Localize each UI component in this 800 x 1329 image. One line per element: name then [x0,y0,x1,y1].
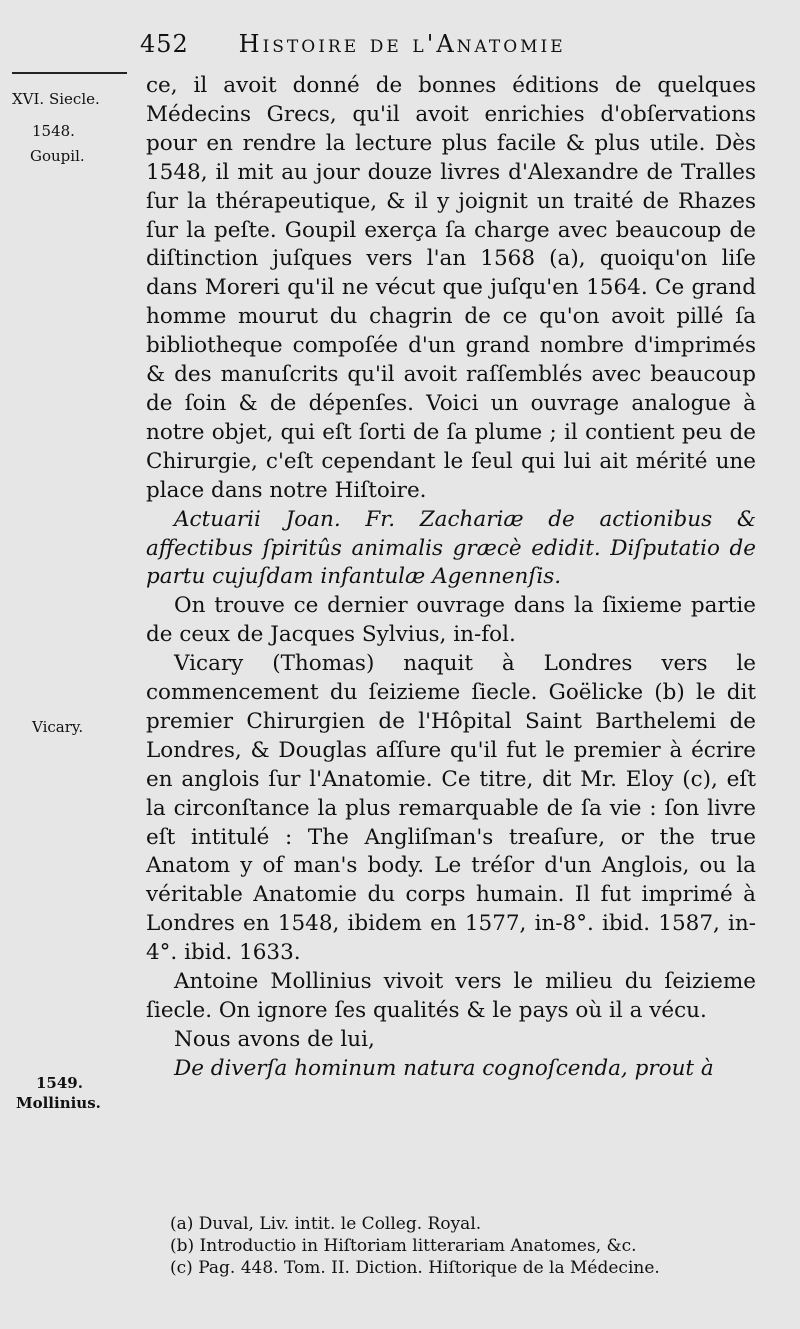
footnote-a: (a) Duval, Liv. intit. le Colleg. Royal. [170,1214,482,1234]
footnotes [170,1213,770,1279]
footnote-b: (b) Introductio in Hiſtoriam litterariam Anatomes, &c. [170,1236,637,1256]
paragraph-mollinius: Antoine Mollinius vivoit vers le milieu du ſeizieme ſiecle. On ignore ſes qualités & le pays où il a vécu. [146,969,756,1023]
paragraph-vicary: Vicary (Thomas) naquit à Londres vers le commencement du ſeizieme ſiecle. Goëlicke (b) le dit premier Chirurgien de l'Hôpital Saint Barthelemi de Londres, & Douglas aſſure qu'il fut le premier à écrire en anglois ſur l'Anatomie. Ce titre, dit Mr. Eloy (c), eſt la circonſtance la plus remarquable de ſa vie : ſon livre eſt intitulé : The Angliſman's treaſure, or the true Anatom y of man's body. Le tréſor d'un Anglois, ou la véritable Anatomie du corps humain. Il fut imprimé à Londres en 1548, ibidem en 1577, in-8°. ibid. 1587, in-4°. ibid. 1633. [146,651,756,966]
footnote-c: (c) Pag. 448. Tom. II. Diction. Hiſtorique de la Médecine. [170,1258,660,1278]
paragraph-actuarii-title: Actuarii Joan. Fr. Zachariæ de actionibus & affectibus ſpiritûs animalis græcè edidit. Diſputatio de partu cujuſdam infantulæ Agennenſis. [146,506,756,590]
margin-vicary: Vicary. [32,718,84,736]
running-title: Histoire de l'Anatomie [238,30,566,58]
body-text [146,72,756,1084]
paragraph-sylvius: On trouve ce dernier ouvrage dans la ſixieme partie de ceux de Jacques Sylvius, in-fol. [146,593,756,648]
page-number: 452 [140,30,189,58]
paragraph-de-diversa: De diverſa hominum natura cognoſcenda, prout à [174,1055,714,1081]
margin-year-1548: 1548. [32,122,75,140]
margin-century: XVI. Siecle. [12,90,100,108]
margin-rule [12,72,127,74]
margin-mollinius: Mollinius. [16,1094,101,1112]
paragraph-goupil: ce, il avoit donné de bonnes éditions de quelques Médecins Grecs, qu'il avoit enrichies d'obſervations pour en rendre la lecture plus facile & plus utile. Dès 1548, il mit au jour douze livres d'Alexandre de Tralles ſur la thérapeutique, & il y joignit un traité de Rhazes ſur la peſte. Goupil exerça ſa charge avec beaucoup de diſtinction juſques vers l'an 1568 (a), quoiqu'on liſe dans Moreri qu'il ne vécut que juſqu'en 1564. Ce grand homme mourut du chagrin de ce qu'on avoit pillé ſa bibliotheque compoſée d'un grand nombre d'imprimés & des manuſcrits qu'il avoit raſſemblés avec beaucoup de ſoin & de dépenſes. Voici un ouvrage analogue à notre objet, qui eſt ſorti de ſa plume ; il contient peu de Chirurgie, c'eſt cependant le ſeul qui lui ait mérité une place dans notre Hiſtoire. [146,73,756,503]
margin-year-1549: 1549. [36,1074,83,1092]
margin-goupil: Goupil. [30,147,85,165]
paragraph-nous-avons: Nous avons de lui, [174,1026,375,1052]
running-header [140,30,780,58]
